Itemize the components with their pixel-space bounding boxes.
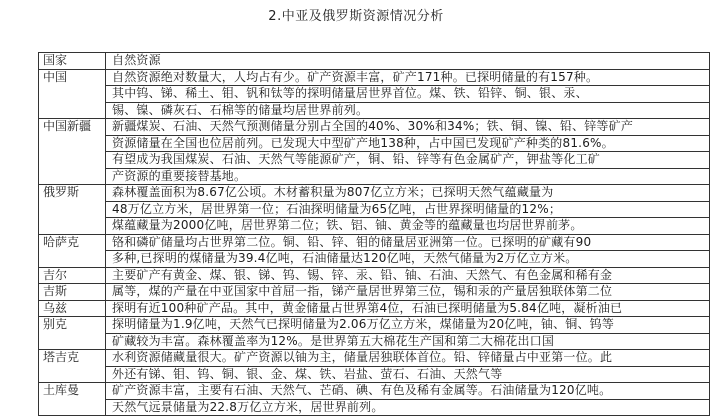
resource-line: 天然气远景储量为22.8万亿立方米，居世界前列。 [112,399,384,414]
country-cell: 别克 [39,317,106,349]
resources-cell [106,383,709,415]
resource-line: 锡、镍、磷灰石、石棉等的储量均居世界前列。 [112,102,369,117]
resources-cell [106,317,709,349]
resources-table [38,52,710,416]
country-cell: 中国新疆 [39,119,106,184]
resources-cell [106,53,709,69]
country-cell: 土库曼 [39,383,106,415]
resource-line: 资源储量在全国也位居前列。已发现大中型矿产地138种，占中国已发现矿产种类的81.6%。 [106,136,709,153]
table-row [39,301,709,318]
table-row [39,235,709,268]
table-header-row [39,53,709,70]
resource-line: 产资源的重要接替基地。 [112,168,247,183]
resource-line: 煤蕴藏量为2000亿吨，居世界第二位；铁、铝、铀、黄金等的蕴藏量也均居世界前茅。 [112,218,583,232]
country-cell: 塔吉克 [39,350,106,382]
resource-line: 外还有锑、钼、钨、铜、银、金、煤、铁、岩盐、萤石、石油、天然气等 [112,366,503,381]
resource-line: 主要矿产有黄金、煤、银、锑、钨、锡、锌、汞、铅、铀、石油、天然气、有色金属和稀有金 [112,267,613,282]
resources-cell [106,119,709,184]
resources-cell [106,268,709,284]
resource-line: 探明有近100种矿产品。其中，黄金储量占世界第4位，石油已探明储量为5.84亿吨，凝析油已 [112,300,623,315]
resource-line: 矿产资源丰富，主要有石油、天然气、芒硝、碘、有色及稀有金属等。石油储量为120亿吨。 [106,383,709,400]
country-cell: 中国 [39,70,106,119]
resource-line: 森林覆盖面积为8.67亿公顷。木材蓄积量为807亿立方米；已探明天然气蕴藏量为 [106,185,709,202]
page-title: 2.中亚及俄罗斯资源情况分析 [268,9,444,24]
resources-header-label: 自然资源 [112,53,161,67]
resource-line: 铬和磷矿储量均占世界第二位。铜、铅、锌、钼的储量居亚洲第一位。已探明的矿藏有90 [106,235,709,252]
resources-cell [106,350,709,382]
resources-cell [106,284,709,300]
country-cell: 俄罗斯 [39,185,106,234]
table-row [39,350,709,383]
table-row [39,268,709,285]
table-row [39,70,709,120]
resource-line: 其中钨、锑、稀土、钼、钒和钛等的探明储量居世界首位。煤、铁、铅锌、铜、银、汞、 [106,86,709,103]
resource-line: 多种,已探明的煤储量为39.4亿吨，石油储量达120亿吨，天然气储量为2万亿立方米。 [112,251,578,265]
table-row [39,119,709,185]
resource-line: 48万亿立方米，居世界第一位；石油探明储量为65亿吨，占世界探明储量的12%； [106,202,709,219]
resources-cell [106,70,709,119]
resource-line: 有望成为我国煤炭、石油、天然气等能源矿产，铜、铅、锌等有色金属矿产，钾盐等化工矿 [106,152,709,169]
country-cell: 乌兹 [39,301,106,317]
resource-line: 属等，煤的产量在中亚国家中首屈一指，锑产量居世界第三位，锡和汞的产量居独联体第二位 [112,284,613,298]
country-cell: 吉斯 [39,284,106,300]
country-cell: 哈萨克 [39,235,106,267]
resource-line: 水利资源储藏量很大。矿产资源以铀为主，储量居独联体首位。铅、锌储量占中亚第一位。此 [106,350,709,367]
resources-cell [106,235,709,267]
table-row [39,317,709,350]
resources-cell [106,185,709,234]
resource-line: 探明储量为1.9亿吨，天然气已探明储量为2.06万亿立方米，煤储量为20亿吨，铀、铜、钨等 [106,317,709,334]
country-header-cell: 国家 [39,53,106,69]
resource-line: 矿藏较为丰富。森林覆盖率为12%。是世界第五大棉花生产国和第二大棉花出口国 [112,333,555,348]
resources-cell [106,301,709,317]
resource-line: 自然资源绝对数量大，人均占有少。矿产资源丰富，矿产171种。已探明储量的有157种。 [106,70,709,87]
resource-line: 新疆煤炭、石油、天然气预测储量分别占全国的40%、30%和34%；铁、铜、镍、铅、锌等矿产 [106,119,709,136]
table-row [39,383,709,415]
table-row [39,185,709,235]
table-row [39,284,709,301]
country-cell: 吉尔 [39,268,106,284]
